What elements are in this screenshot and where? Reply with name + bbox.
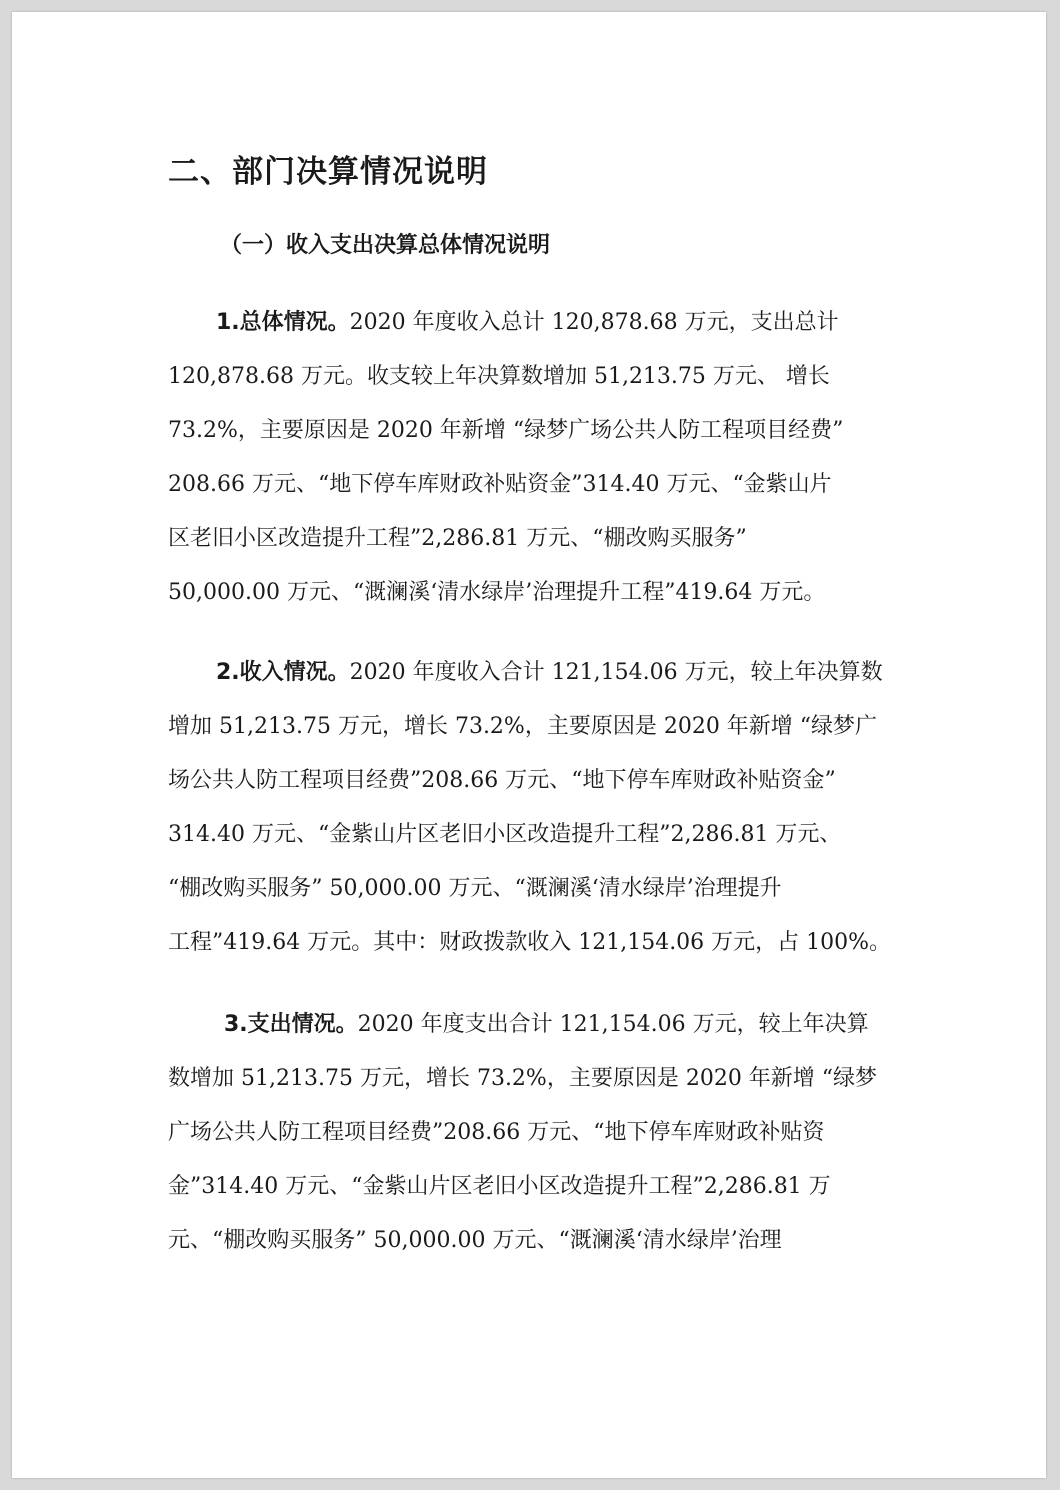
paragraph-line: 广场公共人防工程项目经费”208.66 万元、“地下停车库财政补贴资 [168, 1120, 825, 1145]
paragraph-line: 208.66 万元、“地下停车库财政补贴资金”314.40 万元、“金紫山片 [168, 472, 832, 497]
paragraph-line: 73.2%，主要原因是 2020 年新增 “绿梦广场公共人防工程项目经费” [168, 418, 844, 443]
paragraph-line: 3.支出情况。2020 年度支出合计 121,154.06 万元，较上年决算 [224, 1012, 869, 1037]
paragraph-line: 120,878.68 万元。收支较上年决算数增加 51,213.75 万元、 增长 [168, 364, 830, 389]
document-page [12, 12, 1046, 1478]
subsection-heading: （一）收入支出决算总体情况说明 [220, 233, 551, 258]
paragraph-line: 增加 51,213.75 万元，增长 73.2%，主要原因是 2020 年新增 “绿梦广 [168, 714, 878, 739]
paragraph-line: 2.收入情况。2020 年度收入合计 121,154.06 万元，较上年决算数 [216, 660, 883, 685]
paragraph-line: 50,000.00 万元、“溉澜溪‘清水绿岸’治理提升工程”419.64 万元。 [168, 580, 826, 605]
paragraph-line: 数增加 51,213.75 万元，增长 73.2%，主要原因是 2020 年新增 “绿梦 [168, 1066, 878, 1091]
section-heading: 二、部门决算情况说明 [168, 154, 488, 190]
paragraph-line: “棚改购买服务” 50,000.00 万元、“溉澜溪‘清水绿岸’治理提升 [168, 876, 782, 901]
paragraph-line: 1.总体情况。2020 年度收入总计 120,878.68 万元，支出总计 [216, 310, 839, 335]
paragraph-label: 3.支出情况。 [224, 1012, 358, 1037]
paragraph-line: 场公共人防工程项目经费”208.66 万元、“地下停车库财政补贴资金” [168, 768, 836, 793]
paragraph-line: 元、“棚改购买服务” 50,000.00 万元、“溉澜溪‘清水绿岸’治理 [168, 1228, 782, 1253]
paragraph-line: 区老旧小区改造提升工程”2,286.81 万元、“棚改购买服务” [168, 526, 747, 551]
paragraph-label: 2.收入情况。 [216, 660, 350, 685]
paragraph-line: 314.40 万元、“金紫山片区老旧小区改造提升工程”2,286.81 万元、 [168, 822, 842, 847]
paragraph-line: 金”314.40 万元、“金紫山片区老旧小区改造提升工程”2,286.81 万 [168, 1174, 831, 1199]
paragraph-line: 工程”419.64 万元。其中：财政拨款收入 121,154.06 万元，占 100%。 [168, 930, 892, 955]
paragraph-label: 1.总体情况。 [216, 310, 350, 335]
